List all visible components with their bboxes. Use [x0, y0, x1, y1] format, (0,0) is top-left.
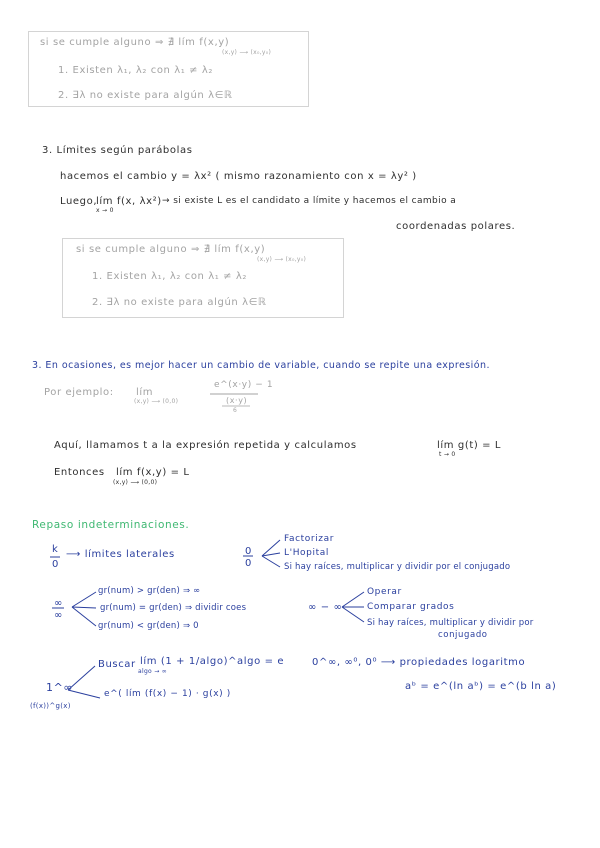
box2-line1: si se cumple alguno ⇒ ∄ lím f(x,y) — [76, 244, 266, 255]
inf-minus-inf-item-4: conjugado — [438, 630, 488, 640]
zero-zero-numerator: 0 — [245, 546, 252, 557]
then-limit-subscript: (x,y) ⟶ (0,0) — [113, 479, 158, 486]
example-limit: lím — [136, 387, 154, 398]
one-inf-item-1-subscript: algo → ∞ — [138, 668, 168, 675]
inf-minus-inf: ∞ − ∞ — [308, 602, 343, 613]
one-inf-item-2: e^( lím (f(x) − 1) · g(x) ) — [104, 689, 231, 699]
inf-inf-numerator: ∞ — [54, 598, 63, 609]
example-limit-subscript: (x,y) ⟶ (0,0) — [134, 398, 179, 405]
inf-inf-denominator: ∞ — [54, 610, 63, 621]
parabola-line1: hacemos el cambio y = λx² ( mismo razonamiento con x = λy² ) — [60, 171, 417, 182]
zero-power-group: 0^∞, ∞⁰, 0⁰ ⟶ propiedades logaritmo — [312, 657, 526, 668]
box2-line2: 1. Existen λ₁, λ₂ con λ₁ ≠ λ₂ — [92, 271, 248, 282]
example-label: Por ejemplo: — [44, 387, 114, 398]
box1-line3: 2. ∃λ no existe para algún λ∈ℝ — [58, 90, 233, 101]
box2-line3: 2. ∃λ no existe para algún λ∈ℝ — [92, 297, 267, 308]
k-zero-numerator: k — [52, 544, 59, 555]
section-heading-parabolas: 3. Límites según parábolas — [42, 145, 193, 156]
box1-line1-subscript: (x,y) ⟶ (x₀,y₀) — [222, 49, 272, 56]
inf-inf-item-1: gr(num) > gr(den) ⇒ ∞ — [98, 586, 201, 596]
one-inf-item-1-limit: lím (1 + 1/algo)^algo = e — [140, 656, 285, 667]
one-inf-label: 1^∞ — [46, 681, 74, 694]
parabola-line2-limit: lím f(x, λx²) — [96, 196, 162, 207]
example-fraction-numerator: e^(x·y) − 1 — [214, 380, 274, 390]
here-limit: lím g(t) = L — [437, 440, 502, 451]
section-heading-change-variable: 3. En ocasiones, es mejor hacer un cambio de variable, cuando se repite una expresión. — [32, 360, 490, 371]
one-inf-subscript: (f(x))^g(x) — [30, 702, 71, 710]
parabola-line3: coordenadas polares. — [396, 221, 516, 232]
then-limit: lím f(x,y) = L — [116, 467, 190, 478]
zero-zero-item-3: Si hay raíces, multiplicar y dividir por el conjugado — [284, 562, 511, 572]
inf-minus-inf-item-2: Comparar grados — [367, 602, 455, 612]
zero-zero-denominator: 0 — [245, 558, 252, 569]
here-text: Aquí, llamamos t a la expresión repetida y calculamos — [54, 440, 357, 451]
example-fraction-outer-denominator: 6 — [233, 407, 238, 414]
parabola-line2-rest: → si existe L es el candidato a límite y hacemos el cambio a — [162, 196, 457, 206]
example-fraction-inner-denominator: (x·y) — [226, 396, 248, 405]
inf-minus-inf-item-3: Si hay raíces, multiplicar y dividir por — [367, 618, 534, 628]
box2-line1-subscript: (x,y) ⟶ (x₀,y₀) — [257, 256, 307, 263]
k-zero-denominator: 0 — [52, 559, 59, 570]
then-text: Entonces — [54, 467, 105, 478]
parabola-line2-prefix: Luego, — [60, 196, 98, 207]
inf-inf-item-2: gr(num) = gr(den) ⇒ dividir coes — [100, 603, 247, 613]
k-zero-text: ⟶ límites laterales — [66, 549, 175, 560]
zero-zero-item-2: L'Hopital — [284, 548, 329, 558]
here-limit-subscript: t → 0 — [439, 451, 456, 458]
repaso-title: Repaso indeterminaciones. — [32, 519, 190, 531]
one-inf-item-1-label: Buscar — [98, 659, 136, 670]
zero-zero-item-1: Factorizar — [284, 534, 334, 544]
zero-power-formula: aᵇ = e^(ln aᵇ) = e^(b ln a) — [405, 681, 557, 692]
parabola-line2-subscript: x → 0 — [96, 207, 114, 214]
box1-line2: 1. Existen λ₁, λ₂ con λ₁ ≠ λ₂ — [58, 65, 214, 76]
box1-line1: si se cumple alguno ⇒ ∄ lím f(x,y) — [40, 37, 230, 48]
inf-minus-inf-item-1: Operar — [367, 587, 402, 597]
inf-inf-item-3: gr(num) < gr(den) ⇒ 0 — [98, 621, 199, 631]
